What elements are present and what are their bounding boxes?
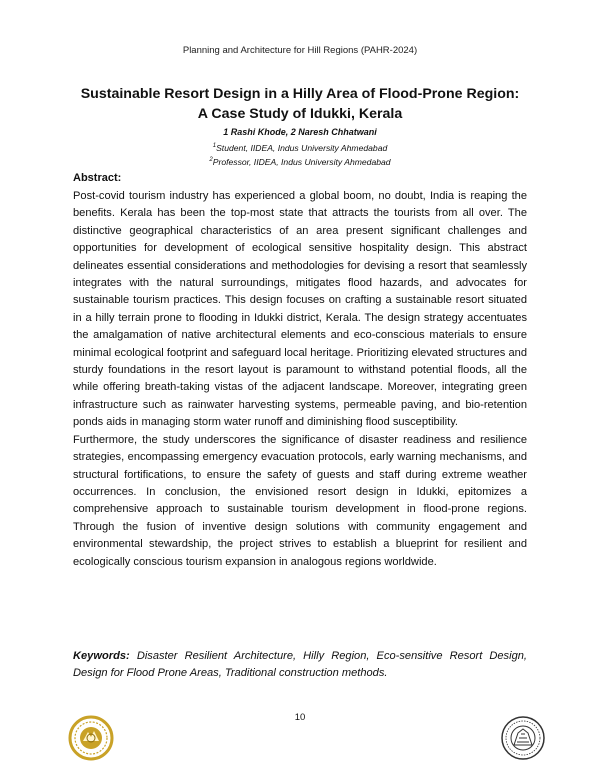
affiliation-1 xyxy=(0,143,600,153)
abstract-heading: Abstract: xyxy=(73,172,122,184)
keywords xyxy=(73,648,527,683)
running-head: Planning and Architecture for Hill Regions (PAHR-2024) xyxy=(182,45,418,56)
keywords-text: Disaster Resilient Architecture, Hilly Region, Eco-sensitive Resort Design, Design for Flood Prone Areas, Traditional construction methods. xyxy=(73,650,527,680)
affiliation-text: Student, IIDEA, Indus University Ahmedabad xyxy=(216,143,388,153)
institution-seal-icon xyxy=(68,715,114,761)
affiliation-2 xyxy=(0,157,600,167)
author-list: 1 Rashi Khode, 2 Naresh Chhatwani xyxy=(223,127,377,137)
abstract-paragraph: Post-covid tourism industry has experienced a global boom, no doubt, India is reaping the benefits. Kerala has been the top-most state that attracts the tourists from all over. The distinctive geographical characteristics of an area present significant challenges and opportunities for development of ecological sensitive hospitality design. This abstract delineates essential considerations and methodologies for devising a resort that seamlessly integrates with the natural surroundings, mitigates flood hazards, and advocates for sustainable tourism practices. This design focuses on crafting a sustainable resort situated in a hilly terrain prone to flooding in Idukki district, Kerala. The design strategy accentuates the amalgamation of native architectural elements and eco-conscious materials to ensure minimal ecological footprint and safeguard local heritage. Prioritizing elevated structures and sturdy foundations in the resort layout is paramount to withstand potential floods, all the while offering breath-taking vistas of the adjacent landscape. Moreover, integrating green infrastructure such as rainwater harvesting systems, permeable paving, and bio-retention ponds aids in managing storm water runoff and diminishing flood susceptibility. xyxy=(73,190,527,429)
affiliation-mark: 2 xyxy=(209,157,213,164)
emblem-seal-icon xyxy=(500,715,546,761)
paper-title: Sustainable Resort Design in a Hilly Area of Flood-Prone Region: A Case Study of Idukki, Kerala xyxy=(80,86,520,122)
affiliation-text: Professor, IIDEA, Indus University Ahmedabad xyxy=(212,157,391,167)
affiliation-mark: 1 xyxy=(212,143,217,150)
abstract-paragraph: Furthermore, the study underscores the significance of disaster readiness and resilience strategies, encompassing emergency evacuation protocols, early warning mechanisms, and structural fortifications, to ensure the safety of guests and staff during extreme weather occurrences. In conclusion, the envisioned resort design in Idukki, epitomizes a comprehensive approach to sustainable tourism development in flood-prone regions. Through the fusion of inventive design solutions with community engagement and environmental stewardship, the project strives to establish a blueprint for resilient and ecologically conscious tourism expansion in analogous regions worldwide. xyxy=(73,433,527,568)
keywords-label: Keywords: xyxy=(73,650,130,662)
page-number: 10 xyxy=(294,712,306,723)
abstract-body xyxy=(73,188,527,571)
